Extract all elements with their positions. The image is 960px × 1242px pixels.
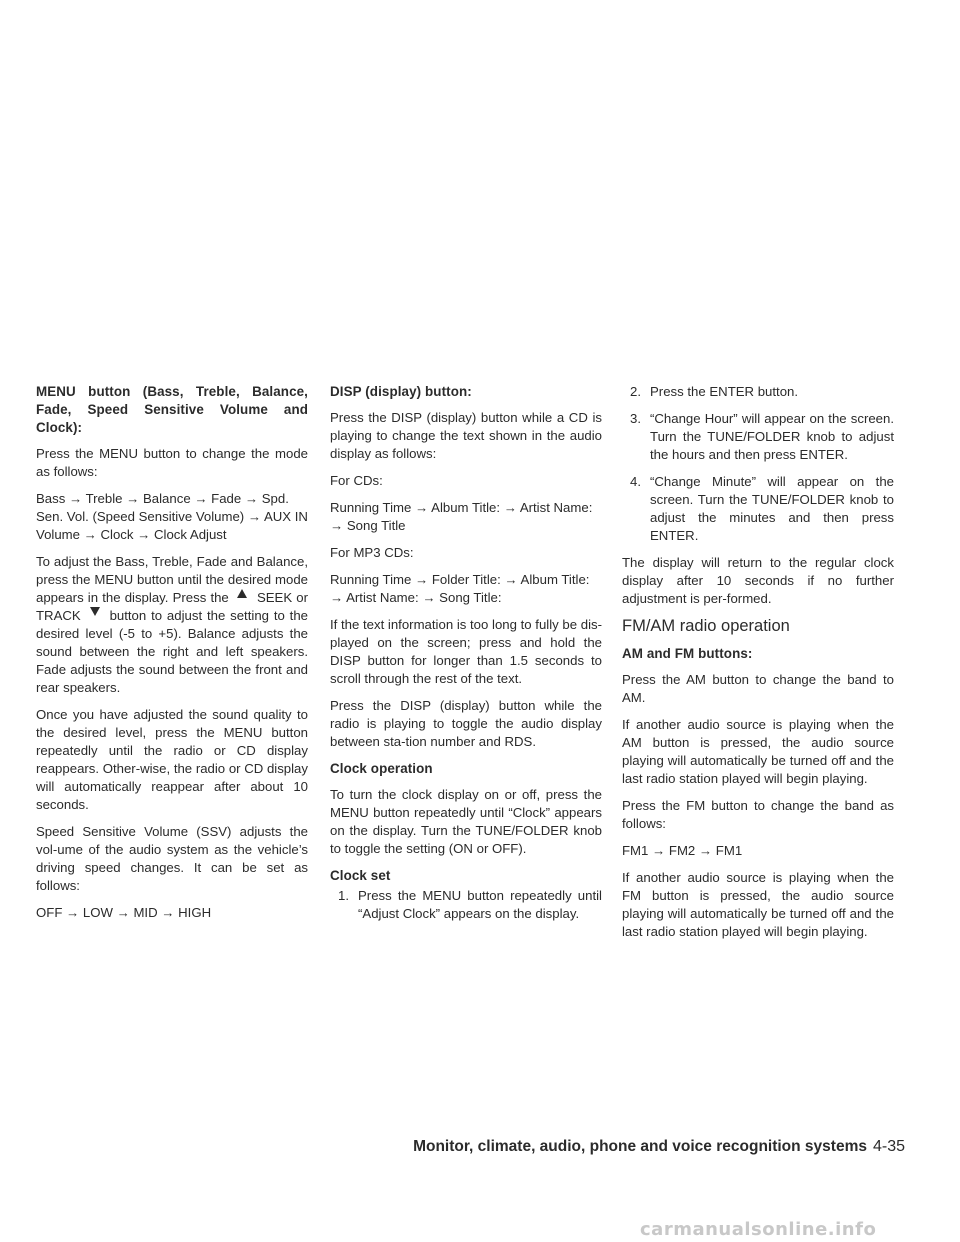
step-number: 1. [338, 888, 349, 903]
page-number: 4-35 [872, 1138, 905, 1155]
paragraph: The display will return to the regular clock display after 10 seconds if no further adjustment is per-formed. [622, 555, 894, 606]
paragraph: Speed Sensitive Volume (SSV) adjusts the vol-ume of the audio system as the vehicle’s driving speed changes. It can be set as follows: [36, 824, 308, 893]
triangle-up-icon [237, 589, 247, 598]
am-fm-heading: AM and FM buttons: [622, 646, 753, 661]
list-item [622, 410, 894, 464]
paragraph: Press the AM button to change the band to AM. [622, 672, 894, 705]
adjust-text-a: To adjust the Bass, Treble, Fade and Balance, press the MENU button until the desired mode appears in the display. Press the [36, 554, 308, 605]
step-text: Press the ENTER button. [650, 384, 799, 399]
paragraph: Press the FM button to change the band as follows: [622, 798, 894, 831]
menu-button-heading: MENU button (Bass, Treble, Balance, Fade, Speed Sensitive Volume and Clock): [36, 384, 308, 435]
clock-set-heading: Clock set [330, 868, 391, 883]
step-text: “Change Minute” will appear on the screen. Turn the TUNE/FOLDER knob to adjust the minutes and then press ENTER. [650, 474, 894, 543]
step-text: Press the MENU button repeatedly until “Adjust Clock” appears on the display. [358, 888, 602, 921]
paragraph: Press the DISP (display) button while a CD is playing to change the text shown in the audio display as follows: [330, 410, 602, 461]
clock-set-steps-cont [622, 383, 894, 545]
clock-set-steps [330, 887, 602, 923]
disp-button-heading: DISP (display) button: [330, 384, 472, 399]
step-number: 2. [630, 384, 641, 399]
paragraph: If the text information is too long to fully be dis-played on the screen; press and hold the DISP button for longer than 1.5 seconds to scroll through the rest of the text. [330, 617, 602, 686]
paragraph: For CDs: [330, 473, 383, 488]
clock-operation-heading: Clock operation [330, 761, 433, 776]
paragraph: Once you have adjusted the sound quality to the desired level, press the MENU button repeatedly until the radio or CD display reappears. Other-wise, the radio or CD display will automatically reappear after about 10 seconds. [36, 707, 308, 812]
list-item [622, 383, 894, 401]
paragraph: For MP3 CDs: [330, 545, 414, 560]
paragraph: If another audio source is playing when the FM button is pressed, the audio source playing will automatically be turned off and the last radio station played will begin playing. [622, 870, 894, 939]
paragraph: Press the DISP (display) button while the radio is playing to toggle the audio display between sta-tion number and RDS. [330, 698, 602, 749]
step-number: 4. [630, 474, 641, 489]
mp3-sequence: Running Time → Folder Title: → Album Title: → Artist Name: → Song Title: [330, 572, 590, 605]
fm-sequence: FM1 → FM2 → FM1 [622, 843, 743, 858]
mode-sequence: Bass → Treble → Balance → Fade → Spd. Sen. Vol. (Speed Sensitive Volume) → AUX IN Volume → Clock → Clock Adjust [36, 491, 308, 542]
column-1 [36, 383, 308, 931]
step-number: 3. [630, 411, 641, 426]
section-title: FM/AM radio operation [622, 617, 790, 635]
paragraph: Press the MENU button to change the mode as follows: [36, 446, 308, 479]
page-footer [0, 1138, 905, 1156]
paragraph: To turn the clock display on or off, press the MENU button repeatedly until “Clock” appears on the display. Turn the TUNE/FOLDER knob to toggle the setting (ON or OFF). [330, 787, 602, 856]
watermark-logo: carmanualsonline.info [640, 1219, 877, 1240]
list-item [622, 473, 894, 545]
triangle-down-icon [90, 607, 100, 616]
adjust-text-c: button to adjust the setting to the desired level (-5 to +5). Balance adjusts the sound between the right and left speakers. Fade adjusts the sound between the front and rear speakers. [36, 608, 309, 695]
column-2 [330, 383, 602, 932]
ssv-sequence: OFF → LOW → MID → HIGH [36, 905, 212, 920]
column-3 [622, 383, 894, 950]
paragraph: If another audio source is playing when the AM button is pressed, the audio source playing will automatically be turned off and the last radio station played will begin playing. [622, 717, 894, 786]
adjust-text-b: SEEK or TRACK [36, 590, 308, 623]
adjust-paragraph [36, 553, 308, 697]
footer-title: Monitor, climate, audio, phone and voice recognition systems [413, 1138, 867, 1155]
step-text: “Change Hour” will appear on the screen. Turn the TUNE/FOLDER knob to adjust the hours and then press ENTER. [650, 411, 894, 462]
cd-sequence: Running Time → Album Title: → Artist Name: → Song Title [330, 500, 593, 533]
list-item [330, 887, 602, 923]
